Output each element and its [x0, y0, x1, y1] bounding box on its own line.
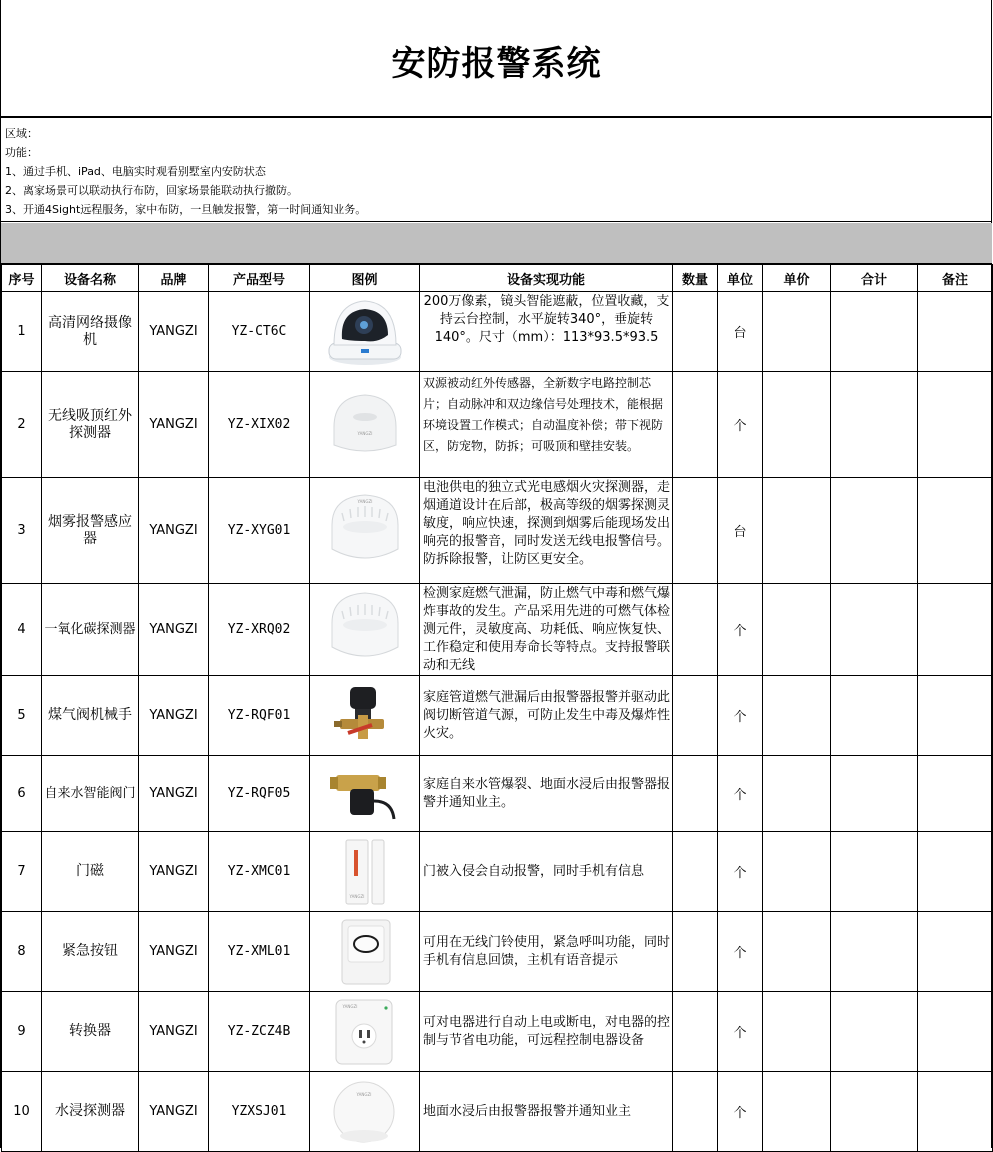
- unit: 个: [718, 584, 763, 676]
- remark[interactable]: [918, 292, 993, 372]
- table-row[interactable]: [2, 478, 993, 584]
- function-text: 双源被动红外传感器，全新数字电路控制芯片；自动脉冲和双边缘信号处理技术，能根据环境设置工作模式；自动温度补偿；带下视防区，防宠物，防拆；可吸顶和壁挂安装。: [420, 372, 673, 478]
- brand: YANGZI: [139, 372, 209, 478]
- function-text: 可对电器进行自动上电或断电，对电器的控制与节省电功能，可远程控制电器设备: [420, 992, 673, 1072]
- brand: YANGZI: [139, 912, 209, 992]
- ceiling-pir-sensor-icon: [315, 390, 415, 460]
- row-no: 10: [2, 1072, 42, 1152]
- device-name: 自来水智能阀门: [42, 756, 139, 832]
- quantity[interactable]: [673, 912, 718, 992]
- function-text: 家庭管道燃气泄漏后由报警器报警并驱动此阀切断管道气源，可防止发生中毒及爆炸性火灾。: [420, 676, 673, 756]
- row-no: 9: [2, 992, 42, 1072]
- model: YZ-RQF05: [209, 756, 310, 832]
- brand: YANGZI: [139, 756, 209, 832]
- image-cell: [310, 756, 420, 832]
- unit: 个: [718, 676, 763, 756]
- dome-camera-icon: [315, 297, 415, 367]
- row-no: 2: [2, 372, 42, 478]
- unit: 个: [718, 756, 763, 832]
- function-text: 门被入侵会自动报警，同时手机有信息: [420, 832, 673, 912]
- quantity[interactable]: [673, 478, 718, 584]
- total[interactable]: [831, 372, 918, 478]
- table-row[interactable]: [2, 372, 993, 478]
- header-brand: 品牌: [139, 265, 209, 292]
- header-unit: 单位: [718, 265, 763, 292]
- brand: YANGZI: [139, 478, 209, 584]
- brand: YANGZI: [139, 676, 209, 756]
- function-text: 200万像素，镜头智能遮蔽，位置收藏，支持云台控制，水平旋转340°，垂旋转140°。尺寸（mm）：113*93.5*93.5: [420, 292, 673, 372]
- door-contact-icon: [315, 837, 415, 907]
- header-device-name: 设备名称: [42, 265, 139, 292]
- co-detector-icon: [315, 595, 415, 665]
- image-cell: [310, 992, 420, 1072]
- title-row: [1, 0, 992, 118]
- total[interactable]: [831, 992, 918, 1072]
- quantity[interactable]: [673, 992, 718, 1072]
- model: YZXSJ01: [209, 1072, 310, 1152]
- quantity[interactable]: [673, 372, 718, 478]
- unit-price[interactable]: [763, 676, 831, 756]
- unit: 个: [718, 1072, 763, 1152]
- model: YZ-XIX02: [209, 372, 310, 478]
- remark[interactable]: [918, 478, 993, 584]
- unit-price[interactable]: [763, 912, 831, 992]
- total[interactable]: [831, 292, 918, 372]
- remark[interactable]: [918, 372, 993, 478]
- total[interactable]: [831, 1072, 918, 1152]
- function-line-3: 3、开通4Sight远程服务，家中布防，一旦触发报警，第一时间通知业务。: [5, 203, 367, 216]
- quantity[interactable]: [673, 832, 718, 912]
- remark[interactable]: [918, 676, 993, 756]
- unit-price[interactable]: [763, 992, 831, 1072]
- row-no: 4: [2, 584, 42, 676]
- model: YZ-XMC01: [209, 832, 310, 912]
- table-row[interactable]: [2, 292, 993, 372]
- table-header-row: [2, 265, 993, 292]
- svg-text:YANGZI: YANGZI: [349, 893, 364, 899]
- svg-text:YANGZI: YANGZI: [356, 1091, 371, 1097]
- unit-price[interactable]: [763, 756, 831, 832]
- image-cell: [310, 676, 420, 756]
- gray-header-band: [1, 223, 992, 264]
- device-name: 水浸探测器: [42, 1072, 139, 1152]
- table-row[interactable]: [2, 912, 993, 992]
- total[interactable]: [831, 478, 918, 584]
- image-cell: [310, 292, 420, 372]
- table-row[interactable]: [2, 832, 993, 912]
- svg-text:YANGZI: YANGZI: [357, 430, 372, 436]
- device-name: 无线吸顶红外探测器: [42, 372, 139, 478]
- unit: 台: [718, 292, 763, 372]
- brand: YANGZI: [139, 584, 209, 676]
- smart-socket-icon: [315, 997, 415, 1067]
- device-name: 烟雾报警感应器: [42, 478, 139, 584]
- device-name: 紧急按钮: [42, 912, 139, 992]
- image-cell: [310, 584, 420, 676]
- remark[interactable]: [918, 912, 993, 992]
- function-text: 地面水浸后由报警器报警并通知业主: [420, 1072, 673, 1152]
- remark[interactable]: [918, 1072, 993, 1152]
- emergency-button-icon: [315, 917, 415, 987]
- water-valve-icon: [315, 759, 415, 829]
- table-row[interactable]: [2, 676, 993, 756]
- page-title: 安防报警系统: [391, 43, 602, 84]
- header-total: 合计: [831, 265, 918, 292]
- svg-text:YANGZI: YANGZI: [342, 1003, 357, 1009]
- unit: 个: [718, 992, 763, 1072]
- total[interactable]: [831, 912, 918, 992]
- unit: 个: [718, 832, 763, 912]
- unit-price[interactable]: [763, 372, 831, 478]
- total[interactable]: [831, 584, 918, 676]
- quantity[interactable]: [673, 584, 718, 676]
- unit: 个: [718, 912, 763, 992]
- header-remark: 备注: [918, 265, 993, 292]
- device-name: 煤气阀机械手: [42, 676, 139, 756]
- model: YZ-XRQ02: [209, 584, 310, 676]
- unit-price[interactable]: [763, 832, 831, 912]
- device-name: 高清网络摄像机: [42, 292, 139, 372]
- brand: YANGZI: [139, 1072, 209, 1152]
- smoke-detector-icon: [315, 496, 415, 566]
- row-no: 7: [2, 832, 42, 912]
- header-no: 序号: [2, 265, 42, 292]
- image-cell: [310, 478, 420, 584]
- model: YZ-XYG01: [209, 478, 310, 584]
- equipment-table: [1, 264, 993, 1152]
- table-row[interactable]: [2, 756, 993, 832]
- model: YZ-ZCZ4B: [209, 992, 310, 1072]
- quantity[interactable]: [673, 676, 718, 756]
- remark[interactable]: [918, 992, 993, 1072]
- svg-text:YANGZI: YANGZI: [357, 498, 372, 504]
- image-cell: [310, 372, 420, 478]
- unit-price[interactable]: [763, 1072, 831, 1152]
- function-text: 检测家庭燃气泄漏，防止燃气中毒和燃气爆炸事故的发生。产品采用先进的可燃气体检测元件，灵敏度高、功耗低、响应恢复快、工作稳定和使用寿命长等特点。支持报警联动和无线: [420, 584, 673, 676]
- quantity[interactable]: [673, 756, 718, 832]
- gas-valve-manipulator-icon: [315, 681, 415, 751]
- brand: YANGZI: [139, 992, 209, 1072]
- function-line-1: 1、通过手机、iPad、电脑实时观看别墅室内安防状态: [5, 165, 266, 178]
- total[interactable]: [831, 832, 918, 912]
- row-no: 8: [2, 912, 42, 992]
- remark[interactable]: [918, 832, 993, 912]
- area-label: 区域：: [5, 127, 38, 140]
- table-row[interactable]: [2, 992, 993, 1072]
- unit-price[interactable]: [763, 478, 831, 584]
- unit-price[interactable]: [763, 584, 831, 676]
- header-function: 设备实现功能: [420, 265, 673, 292]
- row-no: 3: [2, 478, 42, 584]
- function-text: 可用在无线门铃使用，紧急呼叫功能，同时手机有信息回馈，主机有语音提示: [420, 912, 673, 992]
- function-line-2: 2、离家场景可以联动执行布防，回家场景能联动执行撤防。: [5, 184, 298, 197]
- water-leak-sensor-icon: [315, 1077, 415, 1147]
- device-name: 转换器: [42, 992, 139, 1072]
- total[interactable]: [831, 756, 918, 832]
- unit: 个: [718, 372, 763, 478]
- row-no: 1: [2, 292, 42, 372]
- device-name: 一氧化碳探测器: [42, 584, 139, 676]
- table-row[interactable]: [2, 584, 993, 676]
- image-cell: [310, 912, 420, 992]
- remark[interactable]: [918, 756, 993, 832]
- model: YZ-CT6C: [209, 292, 310, 372]
- remark[interactable]: [918, 584, 993, 676]
- quantity[interactable]: [673, 1072, 718, 1152]
- function-label: 功能：: [5, 146, 38, 159]
- unit: 台: [718, 478, 763, 584]
- header-quantity: 数量: [673, 265, 718, 292]
- header-image: 图例: [310, 265, 420, 292]
- total[interactable]: [831, 676, 918, 756]
- unit-price[interactable]: [763, 292, 831, 372]
- table-row[interactable]: [2, 1072, 993, 1152]
- row-no: 6: [2, 756, 42, 832]
- row-no: 5: [2, 676, 42, 756]
- header-unit-price: 单价: [763, 265, 831, 292]
- function-text: 家庭自来水管爆裂、地面水浸后由报警器报警并通知业主。: [420, 756, 673, 832]
- header-model: 产品型号: [209, 265, 310, 292]
- device-name: 门磁: [42, 832, 139, 912]
- model: YZ-XML01: [209, 912, 310, 992]
- image-cell: [310, 1072, 420, 1152]
- brand: YANGZI: [139, 292, 209, 372]
- image-cell: [310, 832, 420, 912]
- function-text: 电池供电的独立式光电感烟火灾探测器，走烟通道设计在后部，极高等级的烟雾探测灵敏度，响应快速，探测到烟雾后能现场发出响亮的报警音，同时发送无线电报警信号。防拆除报警，让防区更安全。: [420, 478, 673, 584]
- quantity[interactable]: [673, 292, 718, 372]
- brand: YANGZI: [139, 832, 209, 912]
- info-section: [1, 118, 992, 222]
- model: YZ-RQF01: [209, 676, 310, 756]
